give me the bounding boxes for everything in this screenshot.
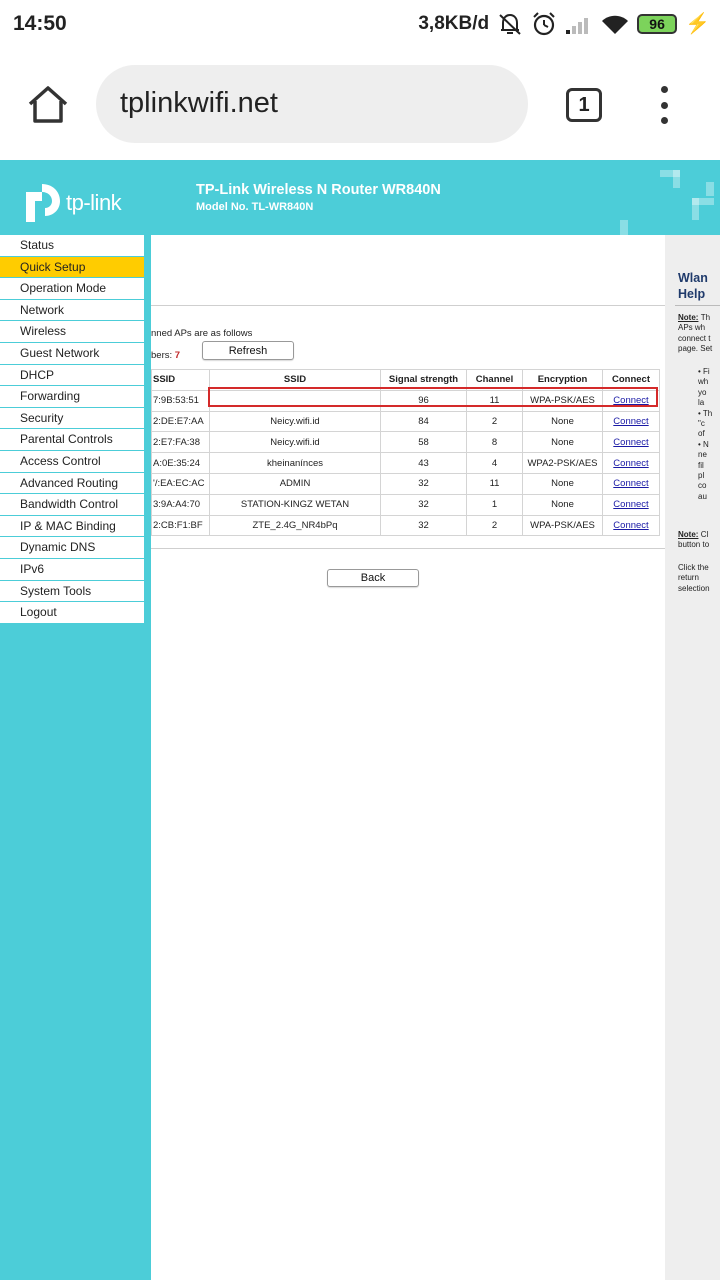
sidebar-item-logout[interactable]: Logout xyxy=(0,602,144,624)
help-panel xyxy=(665,235,720,1280)
help-note-1 xyxy=(678,313,712,355)
sidebar-item-parental-controls[interactable]: Parental Controls xyxy=(0,429,144,451)
mute-bell-icon xyxy=(497,12,523,36)
bssid-cell: 7:9B:53:51 xyxy=(152,390,210,411)
encryption-cell: None xyxy=(523,494,603,515)
help-click-line: Click the xyxy=(678,563,709,572)
status-right xyxy=(418,10,710,38)
ssid-cell: Neicy.wifi.id xyxy=(210,411,381,432)
table-row xyxy=(152,432,660,453)
connect-cell xyxy=(603,494,660,515)
header-decoration xyxy=(706,182,714,196)
channel-cell: 4 xyxy=(467,453,523,474)
top-divider xyxy=(151,305,665,306)
help-note-line: page. Set xyxy=(678,344,713,354)
encryption-cell: WPA-PSK/AES xyxy=(523,390,603,411)
ssid-cell: Neicy.wifi.id xyxy=(210,432,381,453)
sidebar-item-quick-setup[interactable]: Quick Setup xyxy=(0,257,144,279)
sidebar-item-network[interactable]: Network xyxy=(0,300,144,322)
help-bullet-line: co xyxy=(698,481,707,491)
help-bullet-line: "c xyxy=(698,419,705,429)
ssid-cell: kheinanínces xyxy=(210,453,381,474)
connect-link[interactable]: Connect xyxy=(613,519,649,531)
column-header-connect: Connect xyxy=(603,370,660,391)
bssid-cell: A:0E:35:24 xyxy=(152,453,210,474)
signal-icon xyxy=(565,13,593,35)
help-bullet-line: wh xyxy=(698,377,709,387)
help-note-line: APs wh xyxy=(678,323,706,333)
home-icon[interactable] xyxy=(26,84,70,124)
ssid-cell: STATION-KINGZ WETAN xyxy=(210,494,381,515)
bottom-divider xyxy=(151,548,665,549)
connect-cell xyxy=(603,411,660,432)
encryption-cell: None xyxy=(523,473,603,494)
bssid-cell: 2:DE:E7:AA xyxy=(152,411,210,432)
column-header-signal: Signal strength xyxy=(381,370,467,391)
sidebar-item-advanced-routing[interactable]: Advanced Routing xyxy=(0,473,144,495)
channel-cell: 2 xyxy=(467,411,523,432)
sidebar-item-forwarding[interactable]: Forwarding xyxy=(0,386,144,408)
help-note-line: Th xyxy=(700,313,711,322)
sidebar-item-access-control[interactable]: Access Control xyxy=(0,451,144,473)
bssid-cell: 2:E7:FA:38 xyxy=(152,432,210,453)
table-row xyxy=(152,390,660,411)
alarm-icon xyxy=(531,11,557,37)
help-title-line1: Wlan xyxy=(678,271,708,285)
help-divider xyxy=(675,305,720,306)
sidebar-item-guest-network[interactable]: Guest Network xyxy=(0,343,144,365)
help-bullet-line: • Fi xyxy=(698,367,710,376)
column-header-bssid: SSID xyxy=(152,370,210,391)
tab-count: 1 xyxy=(578,93,590,116)
sidebar-item-ip-mac-binding[interactable]: IP & MAC Binding xyxy=(0,516,144,538)
status-time: 14:50 xyxy=(13,12,67,35)
router-page xyxy=(0,160,720,1280)
signal-cell: 58 xyxy=(381,432,467,453)
table-header-row xyxy=(152,370,660,391)
ap-count-label xyxy=(151,350,180,361)
sidebar-item-status[interactable]: Status xyxy=(0,235,144,257)
tabs-button[interactable] xyxy=(566,88,602,122)
connect-link[interactable]: Connect xyxy=(613,457,649,469)
sidebar-item-security[interactable]: Security xyxy=(0,408,144,430)
channel-cell: 2 xyxy=(467,515,523,536)
header-decoration xyxy=(620,220,628,235)
help-note-line: Cl xyxy=(700,530,709,539)
help-note-label: Note: xyxy=(678,313,699,322)
signal-cell: 32 xyxy=(381,515,467,536)
signal-cell: 32 xyxy=(381,494,467,515)
connect-cell xyxy=(603,453,660,474)
sidebar-item-operation-mode[interactable]: Operation Mode xyxy=(0,278,144,300)
signal-cell: 32 xyxy=(381,473,467,494)
column-header-channel: Channel xyxy=(467,370,523,391)
connect-link[interactable]: Connect xyxy=(613,436,649,448)
table-row xyxy=(152,515,660,536)
connect-link[interactable]: Connect xyxy=(613,499,649,511)
help-bullet-line: fil xyxy=(698,460,704,470)
charging-icon: ⚡ xyxy=(685,13,710,35)
bssid-cell: 3:9A:A4:70 xyxy=(152,494,210,515)
help-note-line: button to xyxy=(678,540,710,550)
sidebar-item-ipv6[interactable]: IPv6 xyxy=(0,559,144,581)
router-title: TP-Link Wireless N Router WR840N xyxy=(196,182,441,198)
help-bullet-line: of xyxy=(698,429,705,439)
ssid-cell: ZTE_2.4G_NR4bPq xyxy=(210,515,381,536)
help-title-line2: Help xyxy=(678,287,706,301)
channel-cell: 1 xyxy=(467,494,523,515)
ap-list-table xyxy=(151,369,660,536)
header-decoration xyxy=(692,198,699,220)
browser-toolbar xyxy=(0,48,720,160)
address-bar[interactable] xyxy=(96,65,528,143)
connect-cell xyxy=(603,432,660,453)
connect-link[interactable]: Connect xyxy=(613,415,649,427)
bssid-cell: 2:CB:F1:BF xyxy=(152,515,210,536)
more-menu-icon[interactable] xyxy=(654,86,674,124)
column-header-encryption: Encryption xyxy=(523,370,603,391)
help-bullet-line: • Th xyxy=(698,408,713,418)
ap-count-text: bers: xyxy=(151,350,173,361)
connect-cell xyxy=(603,515,660,536)
help-title xyxy=(678,270,708,302)
help-note-line: connect t xyxy=(678,333,711,343)
help-click-line: selection xyxy=(678,583,710,593)
tplink-logo xyxy=(20,182,121,224)
ssid-cell: ADMIN xyxy=(210,473,381,494)
header-decoration xyxy=(673,170,680,188)
sidebar-item-system-tools[interactable]: System Tools xyxy=(0,581,144,603)
router-header xyxy=(0,160,720,235)
help-click-line: return xyxy=(678,573,699,583)
channel-cell: 8 xyxy=(467,432,523,453)
bssid-cell: '/:EA:EC:AC xyxy=(152,473,210,494)
help-bullet-line: au xyxy=(698,491,707,501)
battery-indicator: 96 xyxy=(637,14,677,34)
help-bullet-line: • N xyxy=(698,439,709,449)
table-row xyxy=(152,473,660,494)
logo-text: tp-link xyxy=(66,190,122,215)
connect-cell xyxy=(603,473,660,494)
status-bar xyxy=(0,0,720,48)
scan-description: nned APs are as follows xyxy=(151,328,253,339)
router-model: Model No. TL-WR840N xyxy=(196,201,314,213)
encryption-cell: WPA2-PSK/AES xyxy=(523,453,603,474)
sidebar-item-dhcp[interactable]: DHCP xyxy=(0,365,144,387)
sidebar-item-wireless[interactable]: Wireless xyxy=(0,321,144,343)
help-click-text xyxy=(678,563,710,594)
ssid-cell xyxy=(210,390,381,411)
help-note-label: Note: xyxy=(678,530,699,539)
back-button[interactable]: Back xyxy=(327,569,419,587)
signal-cell: 43 xyxy=(381,453,467,474)
signal-cell: 84 xyxy=(381,411,467,432)
connect-link[interactable]: Connect xyxy=(613,395,649,407)
encryption-cell: WPA-PSK/AES xyxy=(523,515,603,536)
help-bullet-line: la xyxy=(698,398,705,408)
sidebar-item-dynamic-dns[interactable]: Dynamic DNS xyxy=(0,537,144,559)
refresh-button[interactable]: Refresh xyxy=(202,341,294,360)
table-row xyxy=(152,453,660,474)
url-text: tplinkwifi.net xyxy=(120,87,278,119)
connect-link[interactable]: Connect xyxy=(613,478,649,490)
help-note-2 xyxy=(678,530,709,551)
signal-cell: 96 xyxy=(381,390,467,411)
main-content xyxy=(151,235,665,1280)
column-header-ssid: SSID xyxy=(210,370,381,391)
wifi-icon xyxy=(601,13,629,35)
channel-cell: 11 xyxy=(467,390,523,411)
sidebar-menu xyxy=(0,235,144,624)
table-row xyxy=(152,494,660,515)
connect-cell xyxy=(603,390,660,411)
encryption-cell: None xyxy=(523,411,603,432)
sidebar-item-bandwidth-control[interactable]: Bandwidth Control xyxy=(0,494,144,516)
help-bullet-line: yo xyxy=(698,387,707,397)
tplink-logo-icon xyxy=(20,182,62,224)
encryption-cell: None xyxy=(523,432,603,453)
network-speed: 3,8KB/d xyxy=(418,13,490,34)
ap-count-value: 7 xyxy=(174,350,181,361)
table-row xyxy=(152,411,660,432)
help-bullet-line: ne xyxy=(698,450,707,460)
help-bullet-line: pl xyxy=(698,471,705,481)
help-bullets xyxy=(698,367,712,502)
channel-cell: 11 xyxy=(467,473,523,494)
